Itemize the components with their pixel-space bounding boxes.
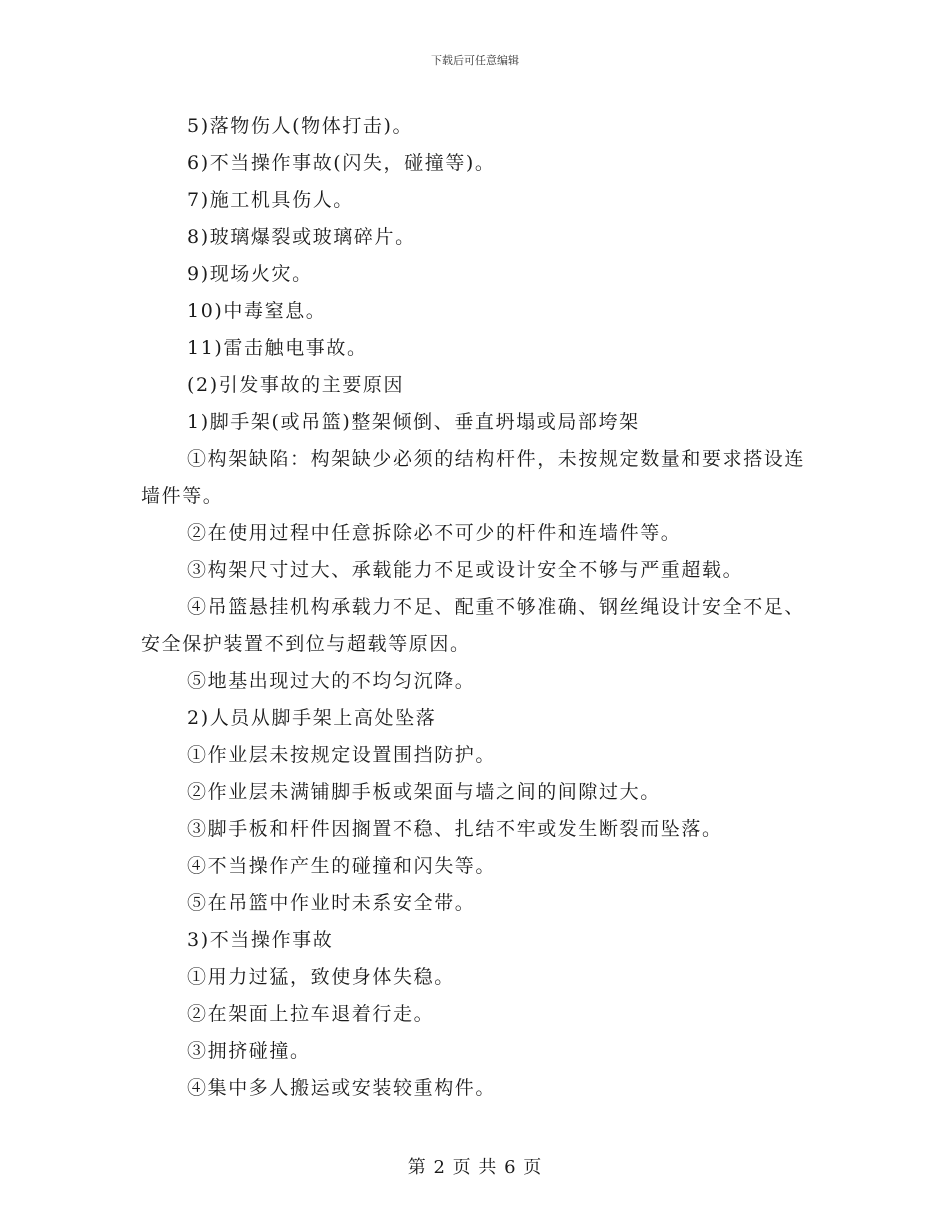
paragraph: ①作业层未按规定设置围挡防护。 [187, 744, 497, 766]
document-body [141, 108, 811, 1107]
paragraph: 5)落物伤人(物体打击)。 [187, 115, 414, 137]
paragraph: ④集中多人搬运或安装较重构件。 [187, 1077, 497, 1099]
paragraph: ②在架面上拉车退着行走。 [187, 1003, 435, 1025]
paragraph: ①用力过猛，致使身体失稳。 [187, 966, 455, 988]
paragraph: 7)施工机具伤人。 [187, 189, 354, 211]
section-heading: (2)引发事故的主要原因 [187, 374, 405, 396]
subsection-heading: 3)不当操作事故 [187, 929, 334, 951]
paragraph: ③拥挤碰撞。 [187, 1040, 311, 1062]
paragraph: ⑤地基出现过大的不均匀沉降。 [187, 670, 476, 692]
subsection-heading: 2)人员从脚手架上高处坠落 [187, 707, 437, 729]
paragraph: 8)玻璃爆裂或玻璃碎片。 [187, 226, 416, 248]
paragraph: ④不当操作产生的碰撞和闪失等。 [187, 855, 497, 877]
paragraph: ①构架缺陷：构架缺少必须的结构杆件，未按规定数量和要求搭设连墙件等。 [141, 448, 806, 507]
paragraph: 11)雷击触电事故。 [187, 337, 368, 359]
paragraph: ②在使用过程中任意拆除必不可少的杆件和连墙件等。 [187, 522, 682, 544]
paragraph: 6)不当操作事故(闪失，碰撞等)。 [187, 152, 496, 174]
paragraph: ⑤在吊篮中作业时未系安全带。 [187, 892, 476, 914]
page-header: 下载后可任意编辑 [431, 54, 519, 67]
paragraph: ④吊篮悬挂机构承载力不足、配重不够准确、钢丝绳设计安全不足、安全保护装置不到位与超载等原因。 [141, 596, 806, 655]
paragraph: ③构架尺寸过大、承载能力不足或设计安全不够与严重超载。 [187, 559, 744, 581]
subsection-heading: 1)脚手架(或吊篮)整架倾倒、垂直坍塌或局部垮架 [187, 411, 640, 433]
page-number-footer: 第 2 页 共 6 页 [407, 1157, 543, 1178]
paragraph: 9)现场火灾。 [187, 263, 313, 285]
paragraph: 10)中毒窒息。 [187, 300, 327, 322]
paragraph: ③脚手板和杆件因搁置不稳、扎结不牢或发生断裂而坠落。 [187, 818, 723, 840]
paragraph: ②作业层未满铺脚手板或架面与墙之间的间隙过大。 [187, 781, 661, 803]
